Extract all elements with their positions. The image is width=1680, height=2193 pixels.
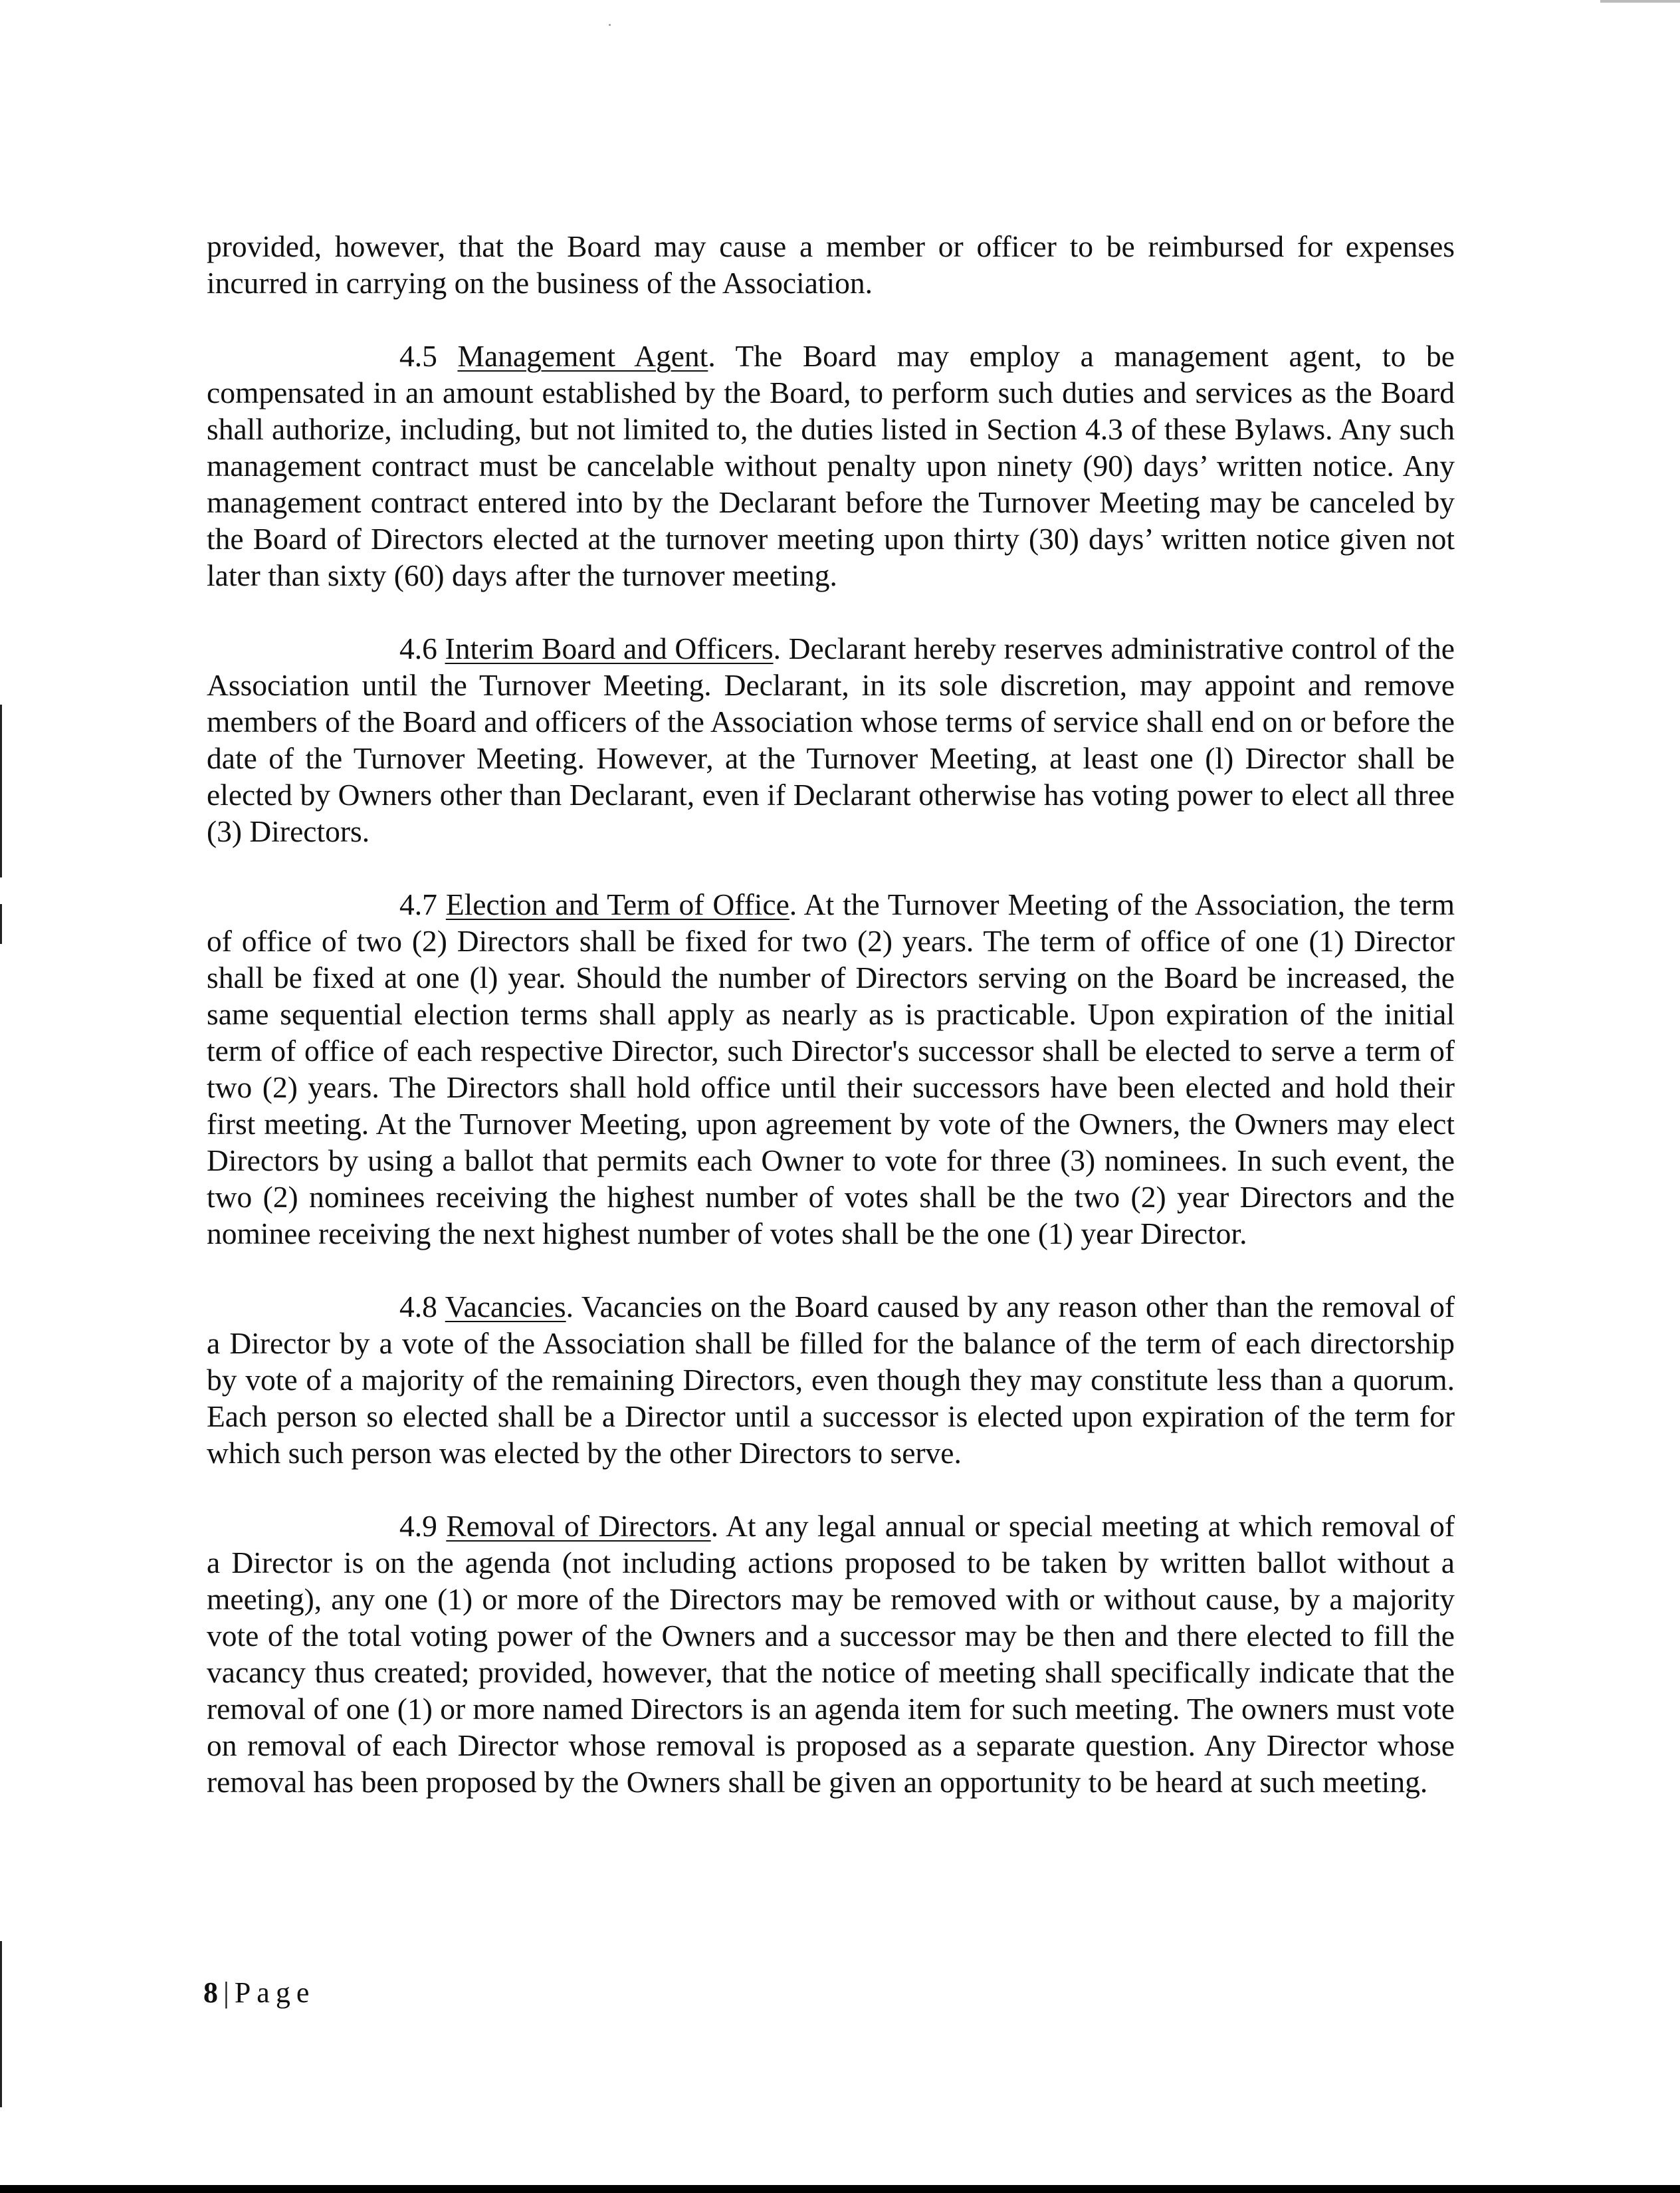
section-4-8 bbox=[207, 1288, 1455, 1471]
page-label: Page bbox=[234, 1976, 316, 2009]
section-4-9 bbox=[207, 1508, 1455, 1800]
section-title: Management Agent bbox=[457, 339, 708, 373]
scan-edge-mark bbox=[1600, 0, 1680, 3]
paragraph-text: . The Board may employ a management agent, to be compensated in an amount established by the Board, to perform such duties and services as the Board shall authorize, including, but not limited to, the duties listed in Section 4.3 of these Bylaws. Any such management contract must be cancelable without penalty upon ninety (90) days’ written notice. Any management contract entered into by the Declarant before the Turnover Meeting may be canceled by the Board of Directors elected at the turnover meeting upon thirty (30) days’ written notice given not later than sixty (60) days after the turnover meeting. bbox=[207, 339, 1455, 592]
paragraph-text: . Declarant hereby reserves administrative control of the Association until the Turnover Meeting. Declarant, in its sole discretion, may appoint and remove members of the Board and officers of the Association whose terms of service shall end on or before the date of the Turnover Meeting. However, at the Turnover Meeting, at least one (l) Director shall be elected by Owners other than Declarant, even if Declarant otherwise has voting power to elect all three (3) Directors. bbox=[207, 632, 1455, 848]
section-title: Interim Board and Officers bbox=[445, 632, 774, 665]
scan-speck bbox=[609, 24, 611, 26]
section-number: 4.6 bbox=[399, 632, 437, 665]
scan-edge-mark bbox=[0, 1941, 2, 2107]
paragraph-text: . At any legal annual or special meeting at which removal of a Director is on the agenda (not including actions proposed to be taken by written ballot without a meeting), any one (1) or more of the Directors may be removed with or without cause, by a majority vote of the total voting power of the Owners and a successor may be then and there elected to fill the vacancy thus created; provided, however, that the notice of meeting shall specifically indicate that the removal of one (1) or more named Directors is an agenda item for such meeting. The owners must vote on removal of each Director whose removal is proposed as a separate question. Any Director whose removal has been proposed by the Owners shall be given an opportunity to be heard at such meeting. bbox=[207, 1509, 1455, 1799]
section-title: Removal of Directors bbox=[446, 1509, 711, 1543]
paragraph-text: . Vacancies on the Board caused by any reason other than the removal of a Director by a vote of the Association shall be filled for the balance of the term of each directorship by vote of a majority of the remaining Directors, even though they may constitute less than a quorum. Each person so elected shall be a Director until a successor is elected upon expiration of the term for which such person was elected by the other Directors to serve. bbox=[207, 1290, 1455, 1470]
page-footer bbox=[203, 1976, 315, 2010]
section-4-5 bbox=[207, 338, 1455, 594]
scan-edge-mark bbox=[0, 705, 2, 877]
paragraph-continuation bbox=[207, 228, 1455, 301]
section-title: Election and Term of Office bbox=[445, 887, 789, 921]
section-4-7 bbox=[207, 886, 1455, 1252]
scan-edge-mark bbox=[0, 904, 2, 944]
section-number: 4.8 bbox=[399, 1290, 437, 1324]
section-title: Vacancies bbox=[445, 1290, 566, 1324]
scan-bottom-edge bbox=[0, 2185, 1680, 2193]
section-number: 4.7 bbox=[399, 887, 437, 921]
document-body bbox=[207, 228, 1455, 1837]
section-number: 4.9 bbox=[399, 1509, 437, 1543]
paragraph-text: . At the Turnover Meeting of the Association, the term of office of two (2) Directors shall be fixed for two (2) years. The term of office of one (1) Director shall be fixed at one (l) year. Should the number of Directors serving on the Board be increased, the same sequential election terms shall apply as nearly as is practicable. Upon expiration of the initial term of office of each respective Director, such Director's successor shall be elected to serve a term of two (2) years. The Directors shall hold office until their successors have been elected and hold their first meeting. At the Turnover Meeting, upon agreement by vote of the Owners, the Owners may elect Directors by using a ballot that permits each Owner to vote for three (3) nominees. In such event, the two (2) nominees receiving the highest number of votes shall be the two (2) year Directors and the nominee receiving the next highest number of votes shall be the one (1) year Director. bbox=[207, 887, 1455, 1250]
paragraph-text: provided, however, that the Board may cause a member or officer to be reimbursed for expenses incurred in carrying on the business of the Association. bbox=[207, 229, 1455, 300]
section-4-6 bbox=[207, 630, 1455, 850]
page-number: 8 bbox=[203, 1976, 218, 2009]
section-number: 4.5 bbox=[399, 339, 437, 373]
footer-separator: | bbox=[223, 1976, 229, 2009]
